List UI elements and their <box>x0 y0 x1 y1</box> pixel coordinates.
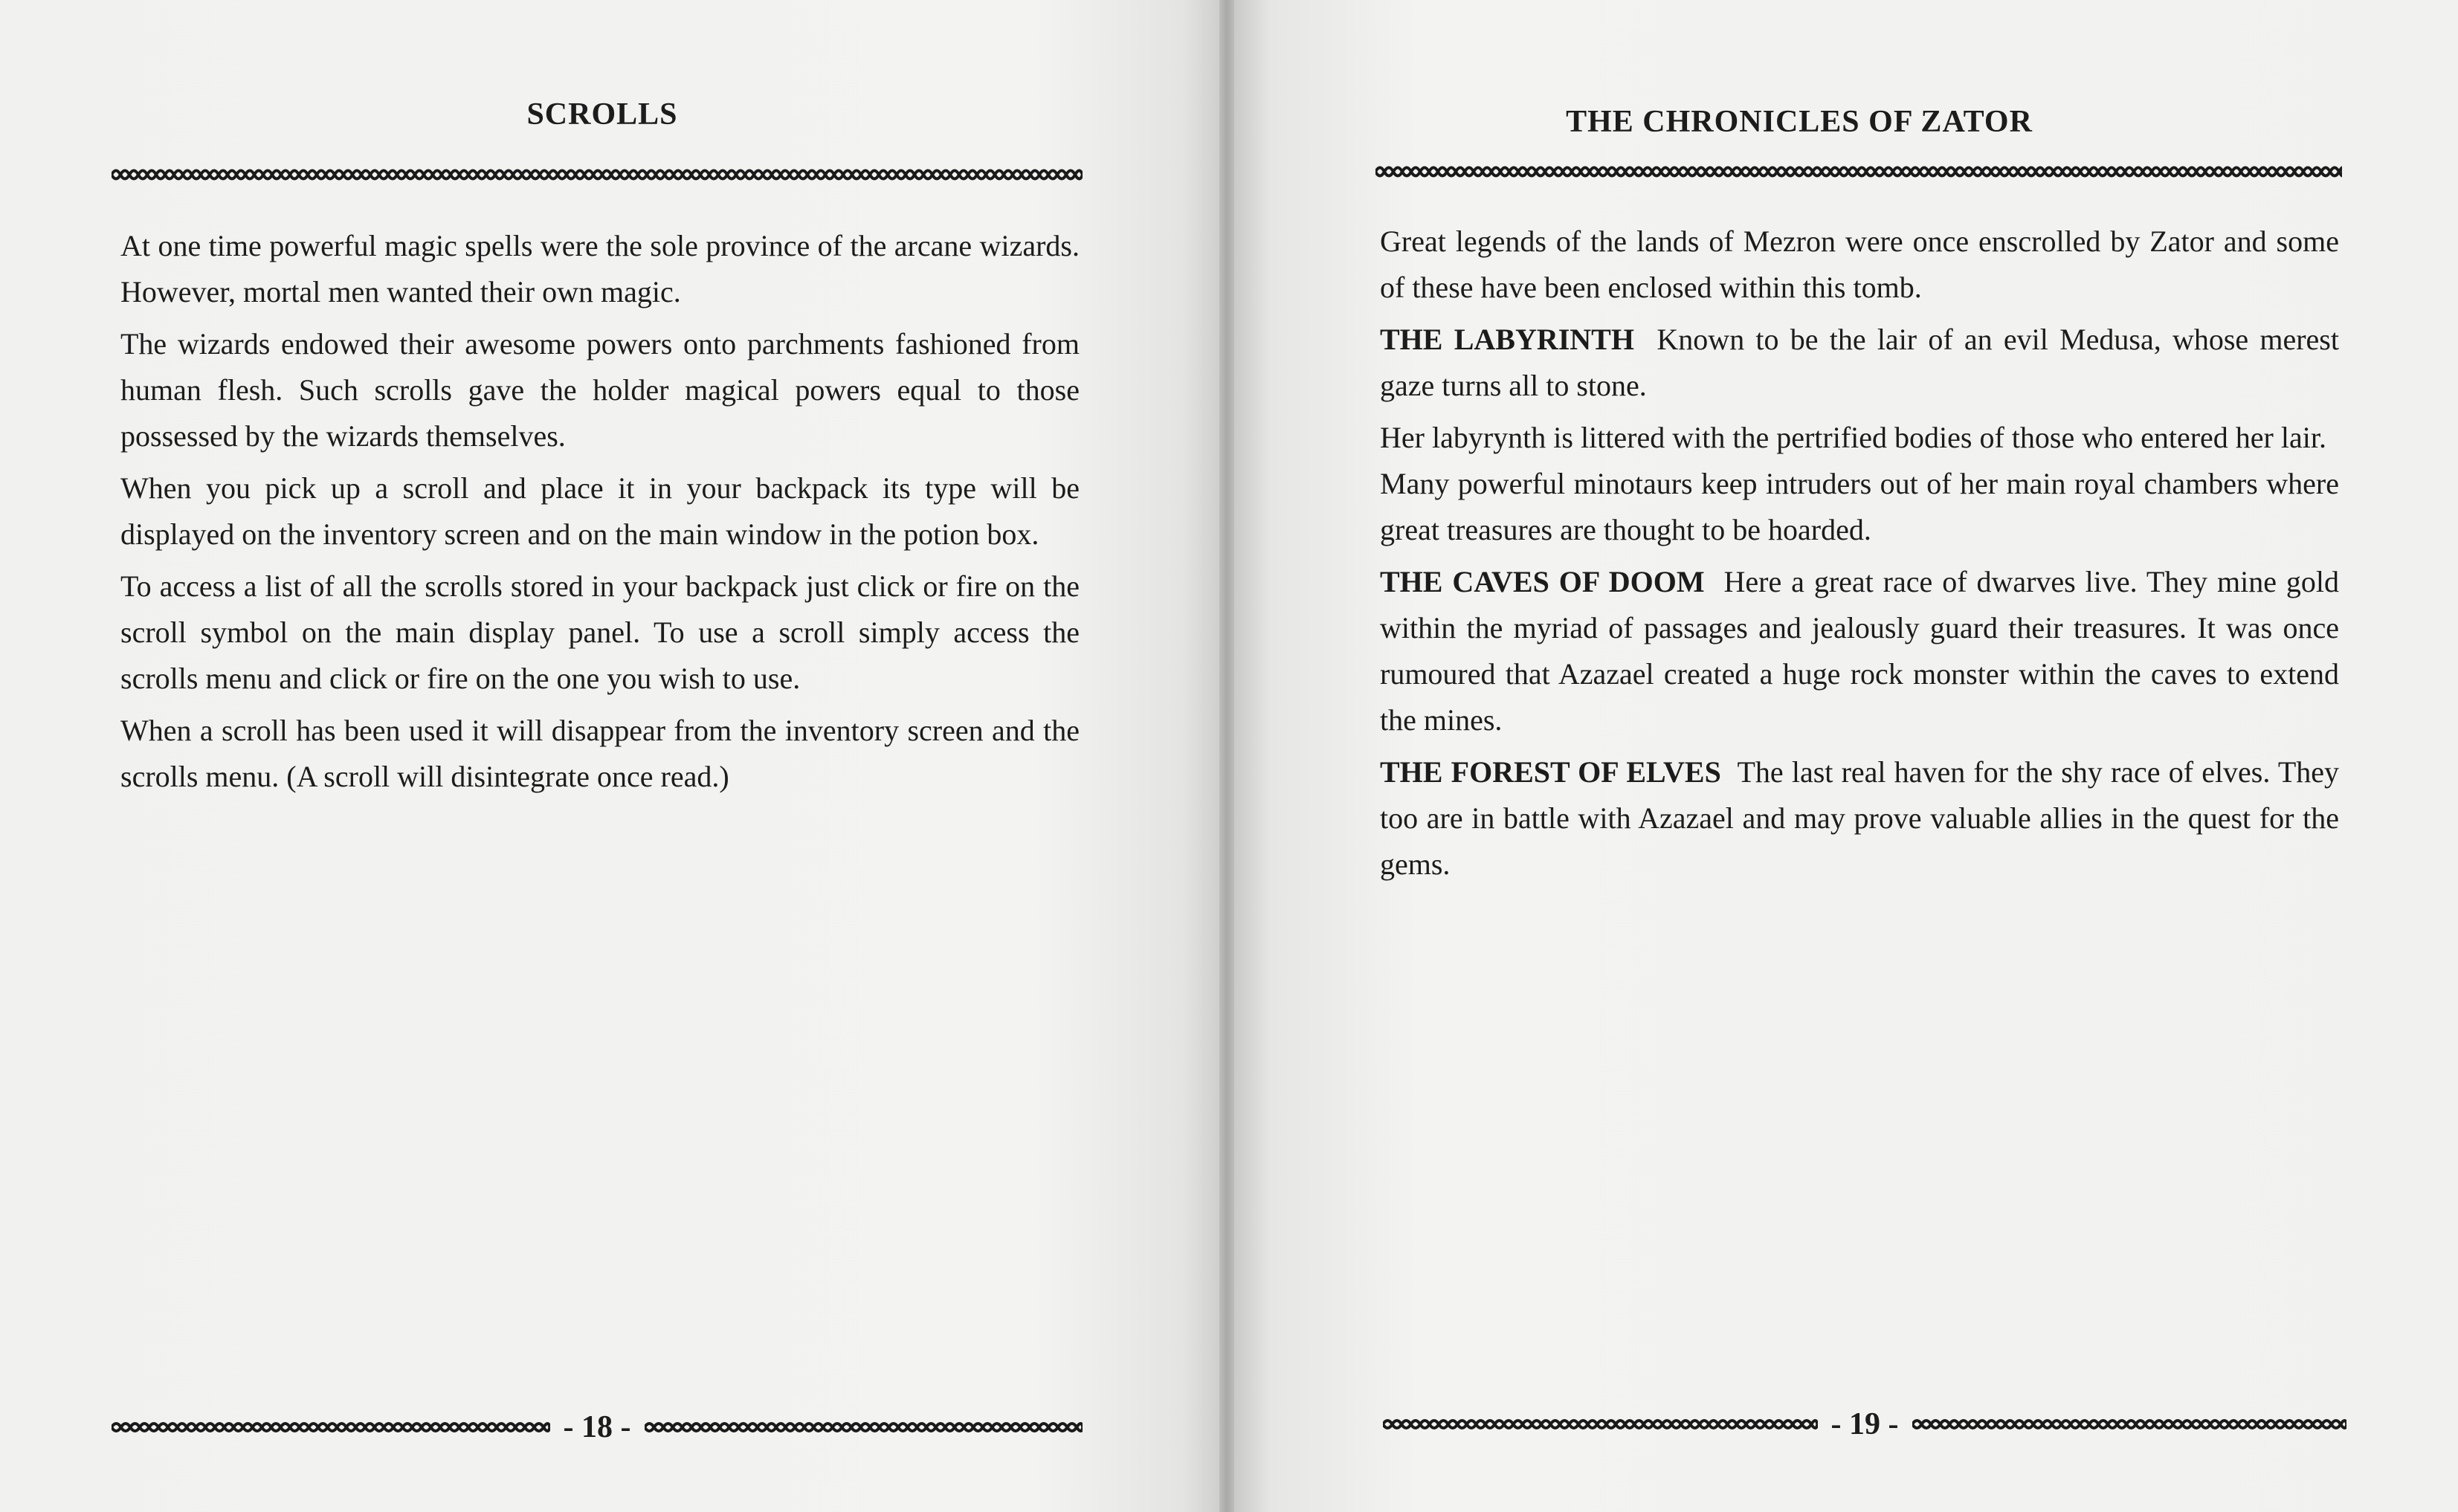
paragraph: At one time powerful magic spells were the sole province of the arcane wizards. However, mortal men wanted their own magic. <box>120 229 1080 308</box>
left-title-rule <box>112 165 1083 184</box>
paragraph: When a scroll has been used it will disappear from the inventory screen and the scrolls menu. (A scroll will disintegrate once read.) <box>120 714 1080 793</box>
footer-rule-right <box>645 1418 1083 1436</box>
footer-rule-left <box>112 1418 550 1436</box>
section-heading: THE CAVES OF DOOM <box>1380 565 1705 598</box>
paragraph: Her labyrynth is littered with the pertrified bodies of those who entered her lair. <box>1380 421 2326 454</box>
footer-rule-left <box>1383 1415 1818 1433</box>
paragraph: The wizards endowed their awesome powers onto parchments fashioned from human flesh. Such scrolls gave the holder magical powers equal to those possessed by the wizards themselves. <box>120 327 1080 453</box>
section-heading: THE LABYRINTH <box>1380 323 1634 356</box>
section-forest-of-elves <box>1380 749 2339 888</box>
right-page-footer <box>1383 1409 2346 1439</box>
left-page <box>0 0 1219 1512</box>
section-text: Known to be the lair of an evil Medusa, whose merest gaze turns all to stone. <box>1380 323 2339 402</box>
right-page-title: THE CHRONICLES OF ZATOR <box>1566 105 2033 139</box>
page-number: - 19 - <box>1830 1407 1899 1441</box>
paragraph: When you pick up a scroll and place it in your backpack its type will be displayed on the inventory screen and on the main window in the potion box. <box>120 471 1080 551</box>
footer-rule-right <box>1912 1415 2347 1433</box>
right-title-rule <box>1375 162 2342 181</box>
section-labyrinth <box>1380 317 2339 409</box>
section-text: Here a great race of dwarves live. They mine gold within the myriad of passages and jealously guard their treasures. It was once rumoured that Azazael created a huge rock monster within the caves to extend the mines. <box>1380 565 2339 737</box>
page-number: - 18 - <box>563 1410 631 1444</box>
right-page-body <box>1380 219 2339 894</box>
section-caves-of-doom <box>1380 559 2339 743</box>
paragraph: Many powerful minotaurs keep intruders out of her main royal chambers where great treasures are thought to be hoarded. <box>1380 467 2339 546</box>
intro-paragraph: Great legends of the lands of Mezron were once enscrolled by Zator and some of these have been enclosed within this tomb. <box>1380 224 2339 304</box>
right-page <box>1234 0 2458 1512</box>
section-text: The last real haven for the shy race of elves. They too are in battle with Azazael and may prove valuable allies in the quest for the gems. <box>1380 755 2340 881</box>
left-page-footer <box>112 1412 1083 1442</box>
book-gutter <box>1219 0 1234 1512</box>
section-heading: THE FOREST OF ELVES <box>1380 755 1721 789</box>
left-page-body <box>120 223 1080 806</box>
left-page-title: SCROLLS <box>526 97 678 132</box>
paragraph: To access a list of all the scrolls stored in your backpack just click or fire on the scroll symbol on the main display panel. To use a scroll simply access the scrolls menu and click or fire on the one you wish to use. <box>120 569 1080 695</box>
